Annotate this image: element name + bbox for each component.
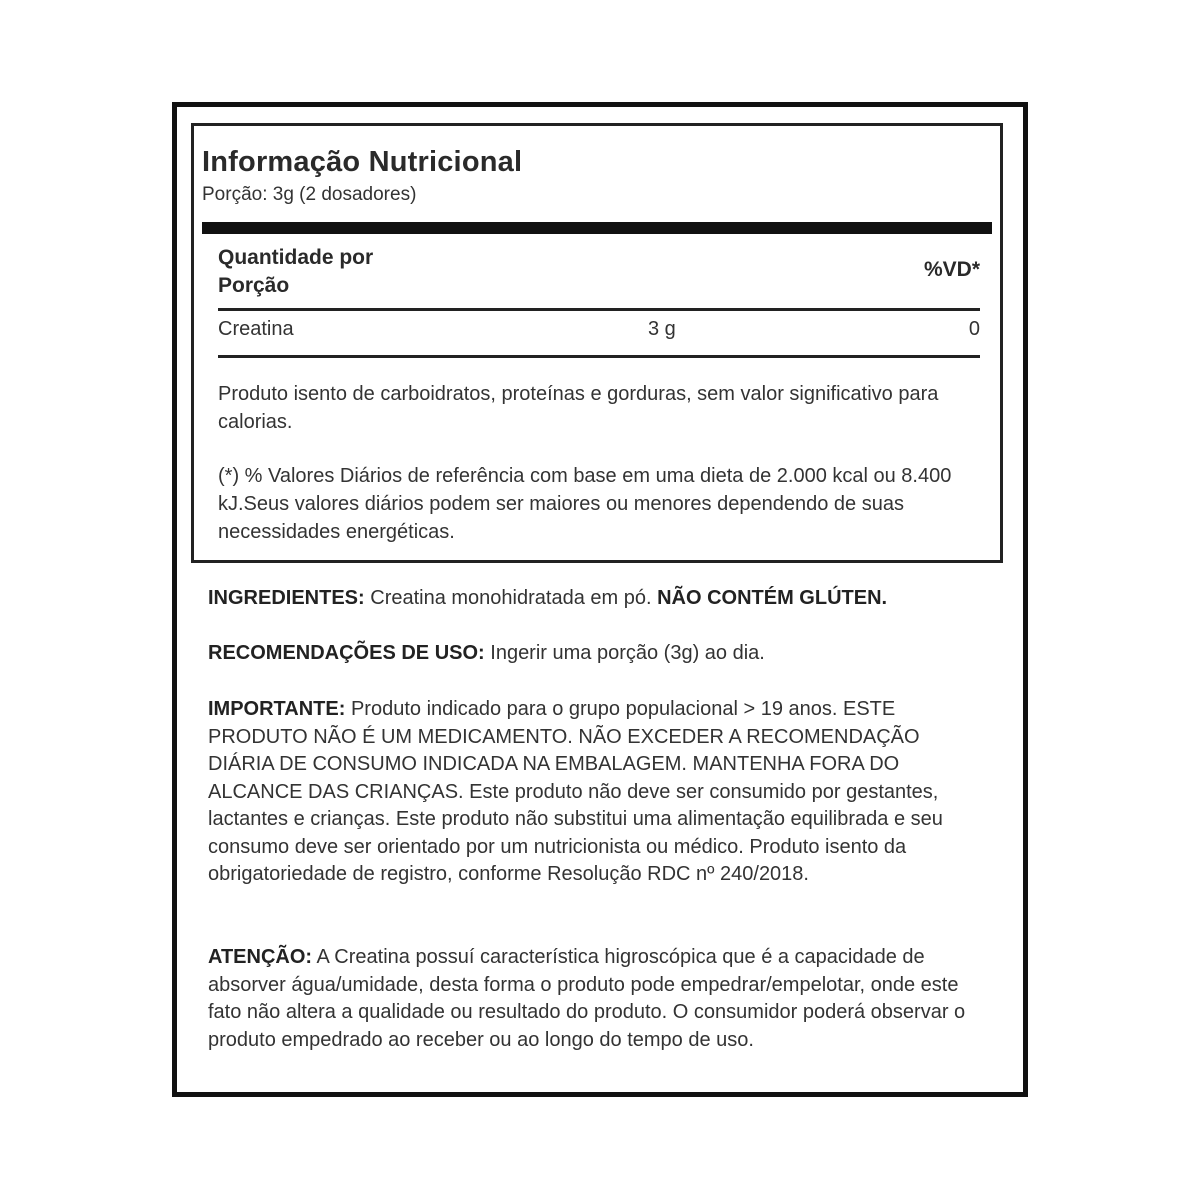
ingredients-text: Creatina monohidratada em pó. (364, 587, 658, 609)
attention-heading: ATENÇÃO: (208, 946, 313, 968)
quantity-header (218, 244, 373, 300)
ingredients-heading: INGREDIENTES: (208, 587, 365, 609)
nutrition-title: Informação Nutricional (202, 146, 523, 178)
header-divider (218, 308, 980, 311)
gluten-warning: NÃO CONTÉM GLÚTEN. (657, 587, 888, 609)
ingredients-section (208, 585, 983, 613)
nutrition-note: Produto isento de carboidratos, proteínas e gorduras, sem valor significativo para calorias. (218, 383, 939, 433)
nutrient-daily-value: 0 (968, 318, 980, 340)
important-text: Produto indicado para o grupo populacional > 19 anos. ESTE PRODUTO NÃO É UM MEDICAMENTO. NÃO EXCEDER A RECOMENDAÇÃO DIÁRIA DE CONSUMO INDICADA NA EMBALAGEM. MANTENHA FORA DO ALCANCE DAS CRIANÇAS. Este produto não deve ser consumido por gestantes, lactantes e crianças. Este produto não substitui uma alimentação equilibrada e seu consumo deve ser orientado por um nutricionista ou médico. Produto isento da obrigatoriedade de registro, conforme Resolução RDC nº 240/2018. (208, 698, 943, 885)
label-outer-frame (172, 102, 1028, 1097)
usage-section (208, 640, 983, 668)
important-section (208, 696, 983, 889)
important-heading: IMPORTANTE: (208, 698, 346, 720)
daily-value-footnote: (*) % Valores Diários de referência com base em uma dieta de 2.000 kcal ou 8.400 kJ.Seus valores diários podem ser maiores ou menores dependendo de suas necessidades energéticas. (218, 465, 952, 543)
usage-heading: RECOMENDAÇÕES DE USO: (208, 642, 485, 664)
daily-value-header: %VD* (923, 258, 980, 281)
nutrition-facts-table (191, 123, 1003, 563)
nutrient-amount: 3 g (648, 318, 676, 340)
thick-divider (202, 222, 992, 234)
attention-text: A Creatina possuí característica higroscópica que é a capacidade de absorver água/umidade, desta forma o produto pode empedrar/empelotar, onde este fato não altera a qualidade ou resultado do produto. O consumidor poderá observar o produto empedrado ao receber ou ao longo do tempo de uso. (208, 946, 966, 1051)
quantity-header-line1: Quantidade por (218, 246, 374, 269)
nutrient-name: Creatina (218, 318, 294, 340)
row-divider (218, 355, 980, 358)
attention-section (208, 944, 983, 1054)
usage-text: Ingerir uma porção (3g) ao dia. (484, 642, 765, 664)
quantity-header-line2: Porção (218, 274, 290, 297)
portion-size: Porção: 3g (2 dosadores) (202, 184, 417, 205)
